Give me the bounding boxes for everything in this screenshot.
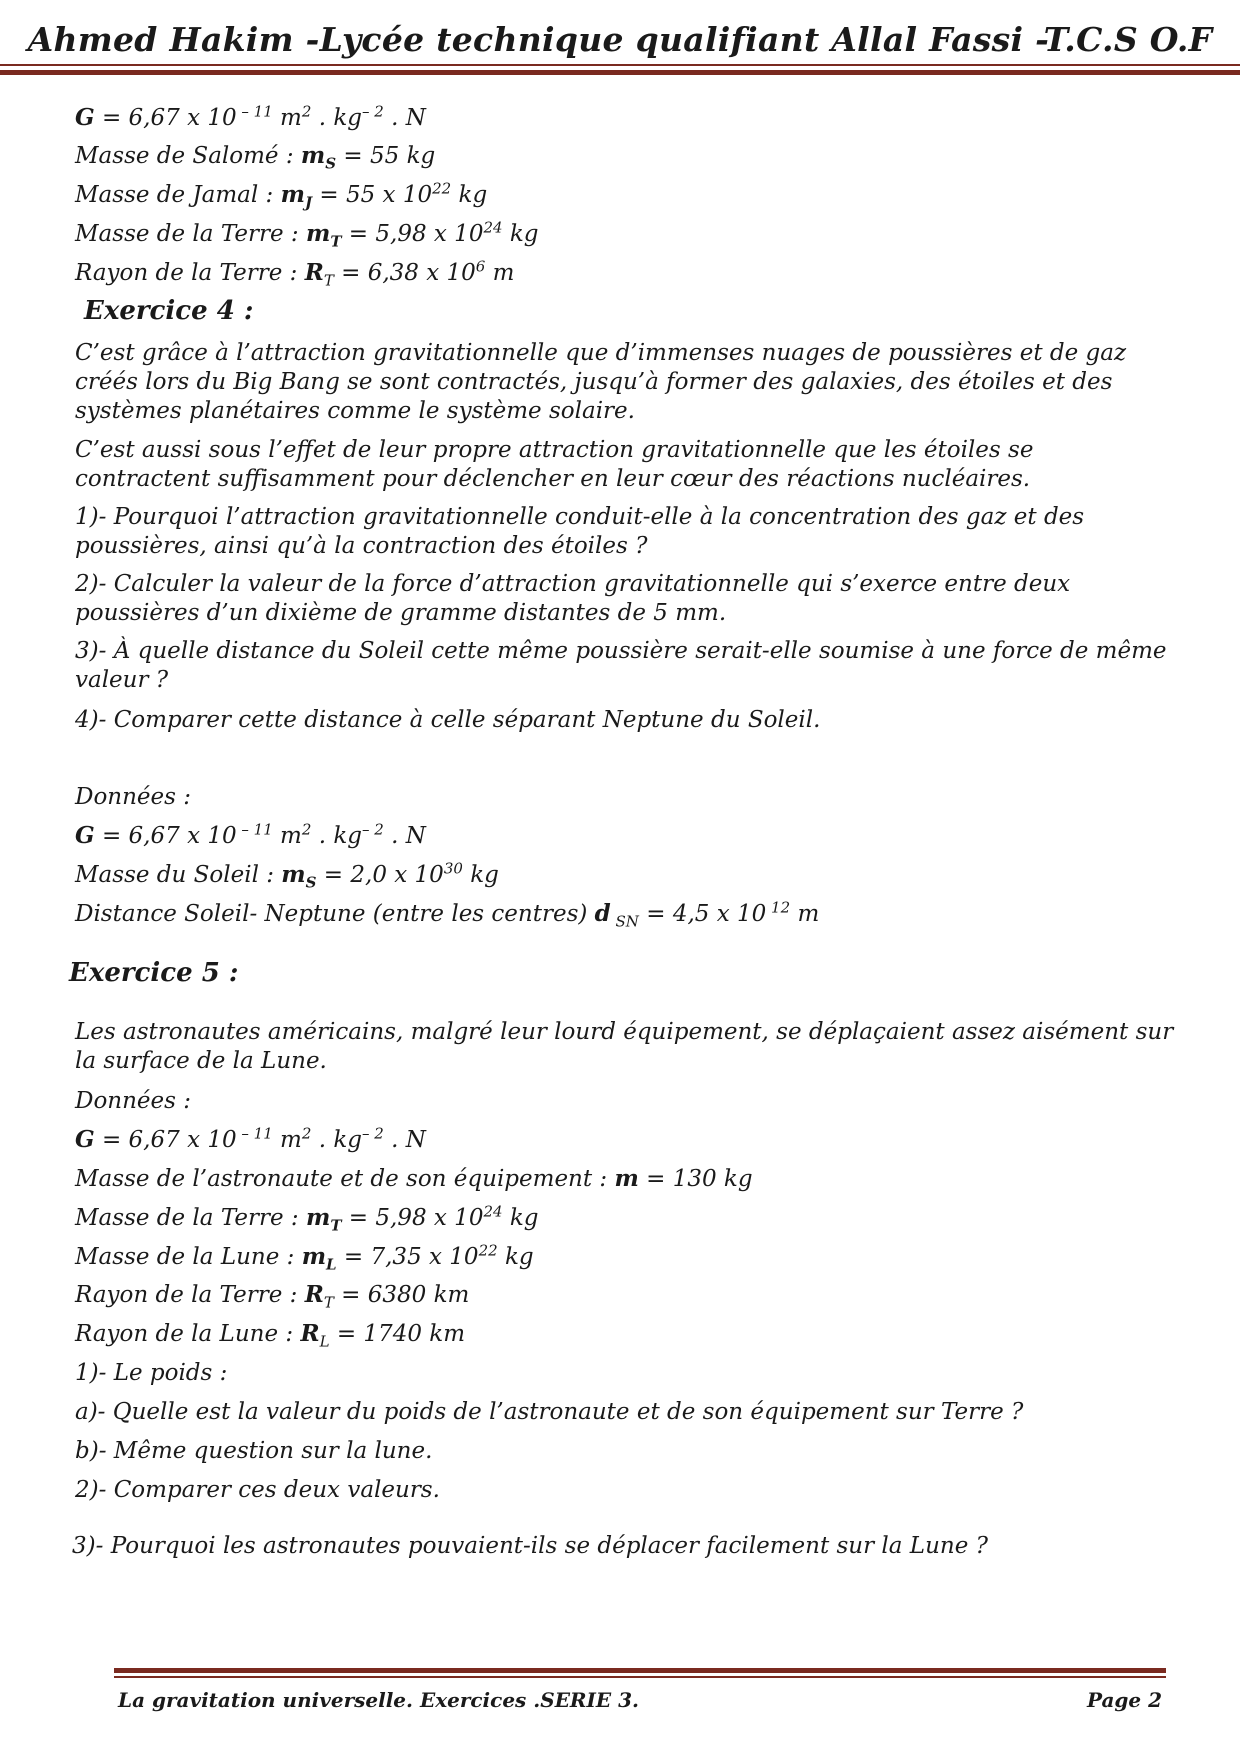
ex4-paragraph-2: C’est aussi sous l’effet de leur propre attraction gravitationnelle que les étoiles se contractent suffisamment pour déclencher en leur cœur des réactions nucléaires. — [75, 437, 1034, 492]
ex5-mass-earth: Masse de la Terre : $m_T = 5,98$ x $10^{24}$ kg — [75, 1202, 539, 1235]
constant-g-top: G = 6,67 x 10 $^{- 11}$ $m^2$ . $kg^{- 2}$ . N — [75, 102, 426, 131]
footer-rule-thin — [114, 1676, 1166, 1678]
ex5-mass-moon: Masse de la Lune : $m_L = 7,35$ x $10^{22}$ kg — [75, 1241, 534, 1274]
ex5-question-1: 1)- Le poids : — [75, 1360, 228, 1386]
mass-salome: Masse de Salomé : $m_S = 55$ kg — [75, 142, 436, 173]
exercise-5-heading: Exercice 5 : — [69, 958, 239, 988]
header-rule-thick — [0, 70, 1240, 75]
ex5-radius-earth: Rayon de la Terre : $R_T = 6380$ km — [75, 1281, 470, 1312]
radius-earth-top: Rayon de la Terre : $R_T = 6,38$ x $10^6$ m — [75, 257, 515, 290]
ex4-question-4: 4)- Comparer cette distance à celle séparant Neptune du Soleil. — [75, 707, 821, 733]
ex5-paragraph-1: Les astronautes américains, malgré leur lourd équipement, se déplaçaient assez aisément sur la surface de la Lune. — [75, 1019, 1174, 1074]
page-header-title: Ahmed Hakim -Lycée technique qualifiant Allal Fassi -T.C.S O.F — [27, 20, 1213, 59]
ex4-distance-sun-neptune: Distance Soleil- Neptune (entre les centres) d $_{SN}$ = 4,5 x 10 $^{12}$ m — [75, 898, 820, 931]
ex5-mass-astronaut: Masse de l’astronaute et de son équipement : m = 130 kg — [75, 1165, 753, 1192]
mass-earth-top: Masse de la Terre : $m_T = 5,98$ x $10^{24}$ kg — [75, 218, 539, 251]
ex4-mass-sun: Masse du Soleil : $m_S = 2,0$ x $10^{30}$ kg — [75, 859, 499, 892]
exercise-4-heading: Exercice 4 : — [84, 296, 254, 326]
footer-rule-thick — [114, 1668, 1166, 1673]
ex5-question-1a: a)- Quelle est la valeur du poids de l’astronaute et de son équipement sur Terre ? — [75, 1399, 1024, 1425]
ex4-data-label: Données : — [75, 784, 191, 810]
ex5-question-3: 3)- Pourquoi les astronautes pouvaient-ils se déplacer facilement sur la Lune ? — [72, 1533, 988, 1559]
ex4-paragraph-1: C’est grâce à l’attraction gravitationnelle que d’immenses nuages de poussières et de gaz créés lors du Big Bang se sont contractés, jusqu’à former des galaxies, des étoiles et des systèmes planétaires comme le système solaire. — [75, 340, 1127, 424]
ex5-question-1b: b)- Même question sur la lune. — [75, 1438, 433, 1464]
ex5-radius-moon: Rayon de la Lune : $R_L = 1740$ km — [75, 1320, 466, 1351]
ex4-question-2: 2)- Calculer la valeur de la force d’attraction gravitationnelle qui s’exerce entre deux poussières d’un dixième de gramme distantes de 5 mm. — [75, 571, 1071, 626]
ex4-constant-g: G = 6,67 x 10 $^{- 11}$ $m^2$ . $kg^{- 2}$ . N — [75, 820, 426, 849]
ex5-constant-g: G = 6,67 x 10 $^{- 11}$ $m^2$ . $kg^{- 2}$ . N — [75, 1124, 426, 1153]
ex5-data-label: Données : — [75, 1088, 191, 1114]
mass-jamal: Masse de Jamal : $m_J = 55$ x $10^{22}$ kg — [75, 179, 488, 212]
ex5-question-2: 2)- Comparer ces deux valeurs. — [75, 1477, 440, 1503]
header-rule-thin — [0, 64, 1240, 66]
footer-title: La gravitation universelle. Exercices .SERIE 3. — [118, 1688, 639, 1712]
page-number: Page 2 — [1086, 1688, 1162, 1712]
ex4-question-3: 3)- À quelle distance du Soleil cette même poussière serait-elle soumise à une force de même valeur ? — [75, 638, 1167, 693]
ex4-question-1: 1)- Pourquoi l’attraction gravitationnelle conduit-elle à la concentration des gaz et des poussières, ainsi qu’à la contraction des étoiles ? — [75, 504, 1085, 559]
